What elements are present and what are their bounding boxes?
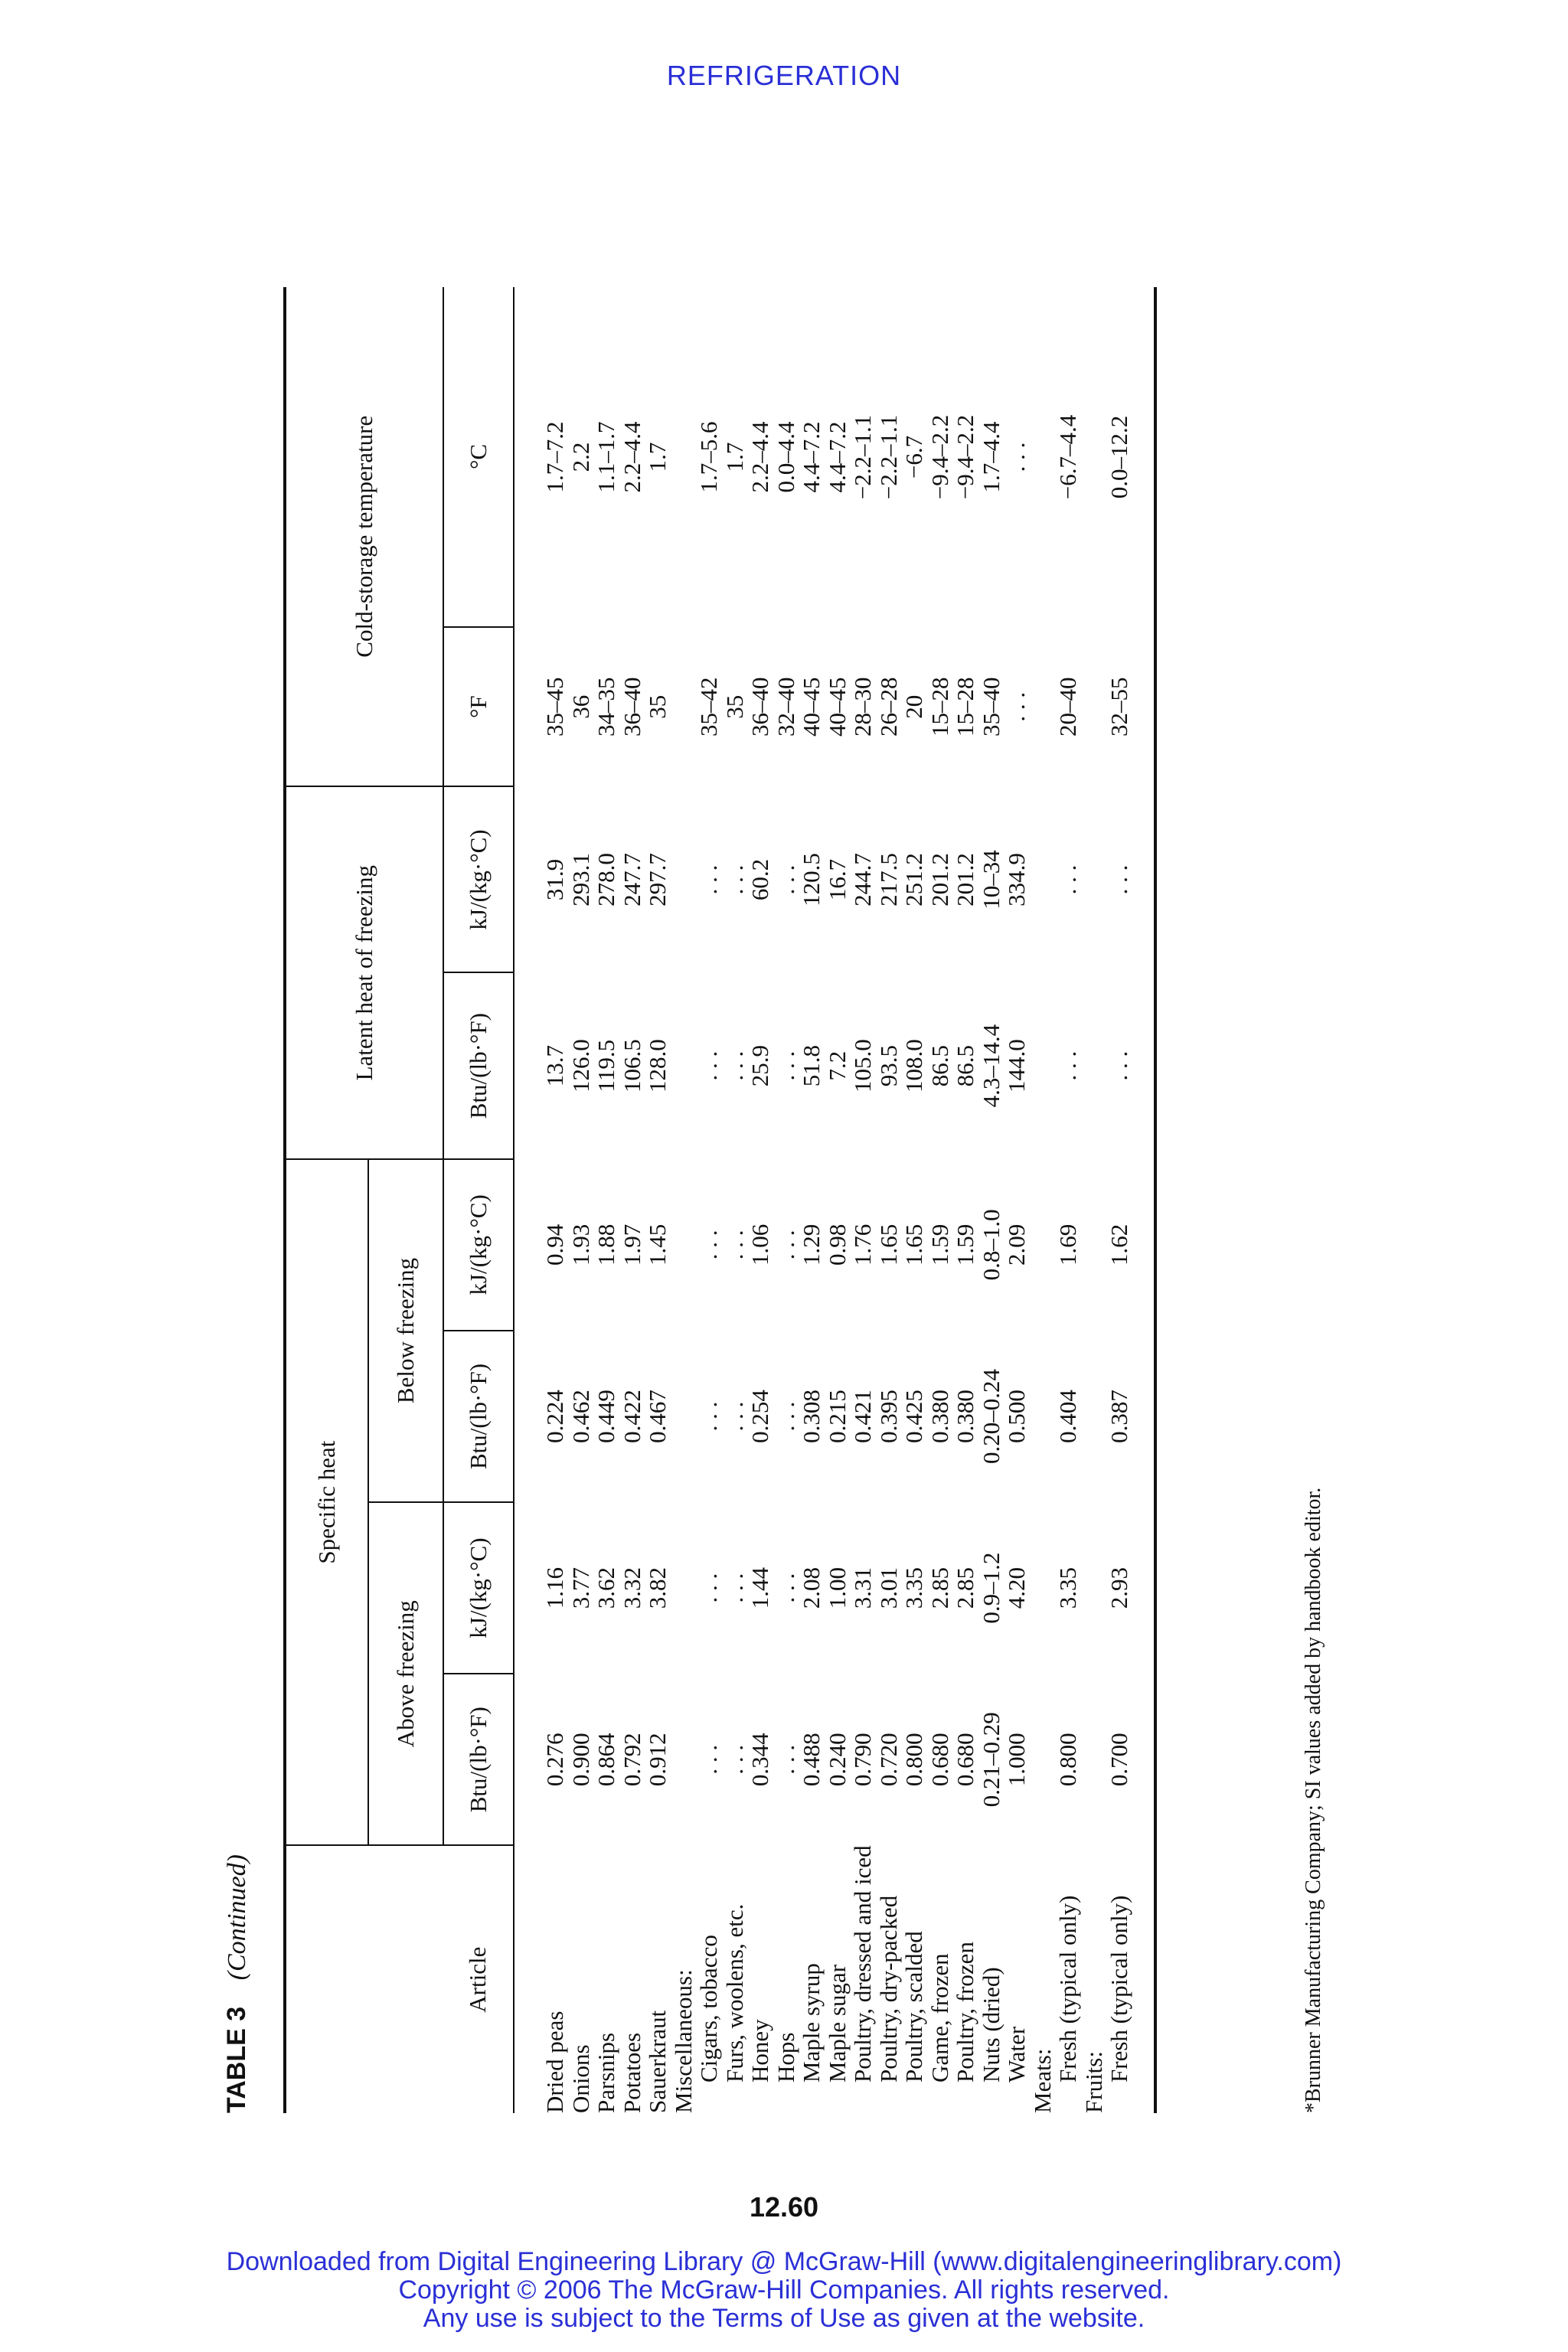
cs-c-cell: 4.4–7.2: [823, 421, 851, 493]
lh-btu-cell: 93.5: [874, 1045, 902, 1087]
lh-btu-cell: . . .: [772, 1050, 799, 1081]
lh-kj-cell: 247.7: [618, 853, 645, 906]
table-row: [593, 287, 619, 2113]
cs-f-cell: [1030, 627, 1056, 787]
cs-f-cell: 20: [900, 694, 927, 719]
af-kj-cell: 2.85: [952, 1566, 978, 1609]
article-cell: Honey: [746, 2019, 773, 2082]
lh-btu-cell: 4.3–14.4: [977, 1024, 1004, 1108]
cs-c-cell: 1.7: [720, 442, 748, 472]
af-kj-cell: 2.85: [926, 1566, 953, 1609]
table-row: [619, 287, 645, 2113]
table-row: [901, 287, 927, 2113]
lh-btu-cell: 128.0: [644, 1039, 671, 1093]
af-btu-cell: 0.792: [618, 1733, 645, 1787]
bf-kj-cell: 1.59: [952, 1223, 978, 1266]
bf-btu-cell: 0.395: [874, 1390, 902, 1443]
table-row: [952, 287, 978, 2113]
article-cell: Maple sugar: [823, 1964, 851, 2082]
bf-btu-cell: 0.254: [746, 1390, 773, 1443]
lh-btu-cell: . . .: [695, 1050, 722, 1081]
lh-btu-cell: [671, 972, 697, 1158]
lh-kj-cell: 251.2: [900, 853, 927, 906]
table-caption: [222, 1854, 252, 2113]
cs-c-cell: −2.2–1.1: [874, 414, 902, 500]
cs-c-cell: −6.7: [900, 435, 927, 479]
article-cell: Sauerkraut: [644, 2010, 671, 2113]
lh-btu-cell: 144.0: [1003, 1039, 1030, 1093]
lh-kj-cell: 297.7: [644, 853, 671, 906]
article-cell: Meats:: [1028, 2048, 1056, 2113]
table-row: [1004, 287, 1030, 2113]
bf-kj-cell: [671, 1159, 697, 1331]
af-kj-cell: 1.16: [514, 1502, 568, 1674]
af-btu-cell: 0.700: [1106, 1674, 1155, 1845]
bf-btu-cell: 0.404: [1054, 1390, 1081, 1443]
bf-btu-cell: 0.467: [644, 1390, 671, 1443]
af-btu-cell: 0.240: [823, 1733, 851, 1787]
cs-f-cell: 40–45: [823, 677, 851, 737]
af-btu-cell: . . .: [720, 1744, 748, 1775]
af-btu-cell: [1081, 1674, 1107, 1845]
table-row: [773, 287, 799, 2113]
af-kj-cell: . . .: [772, 1573, 799, 1603]
table-row: [825, 287, 851, 2113]
bf-btu-cell: [1081, 1331, 1107, 1502]
header-cold-storage: Cold-storage temperature: [285, 287, 443, 787]
bf-btu-cell: 0.500: [1003, 1390, 1030, 1443]
bf-btu-cell: . . .: [772, 1401, 799, 1432]
lh-btu-cell: [1081, 972, 1107, 1158]
af-kj-cell: 3.01: [874, 1566, 902, 1609]
bf-kj-cell: 0.94: [514, 1159, 568, 1331]
article-cell: Onions: [567, 2044, 594, 2113]
af-kj-cell: [671, 1502, 697, 1674]
bf-kj-cell: 1.65: [874, 1223, 902, 1266]
table-row: [1106, 287, 1155, 2113]
cs-f-cell: 32–40: [772, 677, 799, 737]
table-row: [514, 287, 568, 2113]
af-btu-cell: 0.720: [874, 1733, 902, 1787]
lh-btu-cell: 25.9: [746, 1045, 773, 1087]
lh-kj-cell: . . .: [772, 864, 799, 895]
article-cell: Fresh (typical only): [1106, 1845, 1155, 2113]
bf-kj-cell: 2.09: [1003, 1223, 1030, 1266]
table-row: [645, 287, 671, 2113]
bf-btu-cell: 0.422: [618, 1390, 645, 1443]
af-kj-cell: . . .: [720, 1573, 748, 1603]
table-row: [978, 287, 1004, 2113]
footer-line-2: Copyright © 2006 The McGraw-Hill Companies. All rights reserved.: [398, 2275, 1170, 2305]
af-kj-cell: 3.62: [593, 1566, 619, 1609]
article-cell: Hops: [772, 2032, 799, 2082]
af-btu-cell: 0.800: [900, 1733, 927, 1787]
lh-kj-cell: 201.2: [952, 853, 978, 906]
bf-btu-cell: [671, 1331, 697, 1502]
af-btu-cell: 0.680: [952, 1733, 978, 1787]
article-cell: Furs, woolens, etc.: [720, 1903, 748, 2082]
lh-kj-cell: 120.5: [798, 853, 825, 906]
table-row: [568, 287, 594, 2113]
lh-btu-cell: 51.8: [798, 1045, 825, 1087]
article-cell: Poultry, dressed and iced: [849, 1845, 876, 2082]
lh-kj-cell: . . .: [695, 864, 722, 895]
bf-kj-cell: 0.8–1.0: [977, 1209, 1004, 1281]
bf-btu-cell: 0.20–0.24: [977, 1368, 1004, 1464]
article-cell: Poultry, dry-packed: [874, 1895, 902, 2082]
article-cell: Potatoes: [618, 2032, 645, 2113]
bf-btu-cell: 0.387: [1106, 1331, 1155, 1502]
header-bf-btu: Btu/(lb·°F): [443, 1331, 514, 1502]
cs-f-cell: 35–45: [514, 627, 568, 787]
lh-kj-cell: 334.9: [1003, 853, 1030, 906]
article-cell: Dried peas: [514, 1845, 568, 2113]
bf-kj-cell: 1.97: [618, 1223, 645, 1266]
table-row: [671, 287, 697, 2113]
lh-kj-cell: 217.5: [874, 853, 902, 906]
table-body: [514, 287, 1155, 2113]
lh-kj-cell: 60.2: [746, 858, 773, 901]
table-row: [1081, 287, 1107, 2113]
cs-f-cell: 28–30: [849, 677, 876, 737]
lh-kj-cell: 278.0: [593, 853, 619, 906]
bf-kj-cell: 1.76: [849, 1223, 876, 1266]
bf-btu-cell: 0.449: [593, 1390, 619, 1443]
article-cell: Game, frozen: [926, 1953, 953, 2082]
af-btu-cell: 0.488: [798, 1733, 825, 1787]
cs-c-cell: 2.2–4.4: [746, 421, 773, 493]
bf-btu-cell: [1030, 1331, 1056, 1502]
header-af-kj: kJ/(kg·°C): [443, 1502, 514, 1674]
af-btu-cell: 0.680: [926, 1733, 953, 1787]
table-row: [799, 287, 825, 2113]
cs-c-cell: 0.0–12.2: [1106, 287, 1155, 627]
lh-kj-cell: . . .: [1054, 864, 1081, 895]
header-bf-kj: kJ/(kg·°C): [443, 1159, 514, 1331]
af-btu-cell: 0.344: [746, 1733, 773, 1787]
bf-kj-cell: 1.59: [926, 1223, 953, 1266]
article-cell: Water: [1003, 2026, 1030, 2082]
cs-c-cell: 1.7–5.6: [695, 421, 722, 493]
lh-btu-cell: 119.5: [593, 1039, 619, 1093]
lh-kj-cell: 201.2: [926, 853, 953, 906]
bf-kj-cell: . . .: [720, 1230, 748, 1260]
bf-kj-cell: . . .: [772, 1230, 799, 1260]
af-kj-cell: 1.44: [746, 1566, 773, 1609]
header-specific-heat: Specific heat: [285, 1159, 368, 1846]
table-row: [1030, 287, 1056, 2113]
af-btu-cell: 0.21–0.29: [977, 1712, 1004, 1808]
cs-f-cell: 35–40: [977, 677, 1004, 737]
rotated-table-page: [222, 153, 1348, 2113]
bf-btu-cell: . . .: [720, 1401, 748, 1432]
af-kj-cell: [1030, 1502, 1056, 1674]
lh-kj-cell: 244.7: [849, 853, 876, 906]
table-row: [696, 287, 722, 2113]
footer-line-3: Any use is subject to the Terms of Use as given at the website.: [423, 2304, 1145, 2333]
lh-kj-cell: 31.9: [514, 787, 568, 973]
bf-btu-cell: 0.425: [900, 1390, 927, 1443]
page-number: 12.60: [749, 2191, 819, 2223]
af-btu-cell: 0.912: [644, 1733, 671, 1787]
download-footer: [0, 2248, 1568, 2333]
cs-f-cell: 40–45: [798, 677, 825, 737]
lh-kj-cell: 293.1: [567, 853, 594, 906]
lh-btu-cell: [1030, 972, 1056, 1158]
running-head: REFRIGERATION: [666, 60, 902, 91]
af-kj-cell: 3.35: [1054, 1566, 1081, 1609]
lh-btu-cell: . . .: [1106, 972, 1155, 1158]
cs-c-cell: 1.7–4.4: [977, 421, 1004, 493]
af-btu-cell: 0.790: [849, 1733, 876, 1787]
cs-c-cell: [1081, 287, 1107, 627]
af-kj-cell: 3.35: [900, 1566, 927, 1609]
af-kj-cell: 3.82: [644, 1566, 671, 1609]
cs-c-cell: . . .: [1003, 442, 1030, 472]
bf-btu-cell: 0.380: [926, 1390, 953, 1443]
bf-kj-cell: 1.88: [593, 1223, 619, 1266]
lh-kj-cell: [671, 787, 697, 973]
bf-btu-cell: 0.308: [798, 1390, 825, 1443]
cs-c-cell: −2.2–1.1: [849, 414, 876, 500]
lh-btu-cell: 7.2: [823, 1050, 851, 1081]
lh-btu-cell: . . .: [1054, 1050, 1081, 1081]
table-row: [927, 287, 953, 2113]
bf-kj-cell: 1.62: [1106, 1159, 1155, 1331]
article-cell: Fresh (typical only): [1054, 1895, 1081, 2082]
header-below-freezing: Below freezing: [368, 1159, 443, 1502]
cs-f-cell: 36: [567, 694, 594, 719]
af-btu-cell: 0.800: [1054, 1733, 1081, 1787]
bf-btu-cell: 0.421: [849, 1390, 876, 1443]
cs-c-cell: 2.2: [567, 442, 594, 472]
header-above-freezing: Above freezing: [368, 1502, 443, 1845]
table-row: [1055, 287, 1081, 2113]
bf-kj-cell: 1.29: [798, 1223, 825, 1266]
cs-f-cell: 34–35: [593, 677, 619, 737]
cs-f-cell: 20–40: [1054, 677, 1081, 737]
cs-f-cell: . . .: [1003, 691, 1030, 722]
table-row: [722, 287, 748, 2113]
cs-c-cell: 1.7: [644, 442, 671, 472]
table-row: [747, 287, 773, 2113]
header-af-btu: Btu/(lb·°F): [443, 1674, 514, 1845]
af-kj-cell: 3.31: [849, 1566, 876, 1609]
article-cell: Nuts (dried): [977, 1967, 1004, 2082]
header-lh-btu: Btu/(lb·°F): [443, 972, 514, 1158]
cs-f-cell: 15–28: [926, 677, 953, 737]
cs-c-cell: 1.1–1.7: [593, 421, 619, 493]
bf-btu-cell: 0.215: [823, 1390, 851, 1443]
lh-btu-cell: 106.5: [618, 1039, 645, 1093]
af-kj-cell: . . .: [695, 1573, 722, 1603]
cs-f-cell: 15–28: [952, 677, 978, 737]
bf-kj-cell: [1030, 1159, 1056, 1331]
cs-f-cell: 36–40: [746, 677, 773, 737]
af-btu-cell: . . .: [772, 1744, 799, 1775]
cs-c-cell: 1.7–7.2: [514, 287, 568, 627]
header-lh-kj: kJ/(kg·°C): [443, 787, 514, 973]
table-label: TABLE 3: [222, 2006, 251, 2113]
af-kj-cell: 2.08: [798, 1566, 825, 1609]
lh-btu-cell: 126.0: [567, 1039, 594, 1093]
lh-btu-cell: 86.5: [952, 1045, 978, 1087]
lh-kj-cell: [1030, 787, 1056, 973]
data-table: [283, 287, 1157, 2113]
article-cell: Cigars, tobacco: [695, 1935, 722, 2082]
af-btu-cell: 1.000: [1003, 1733, 1030, 1787]
bf-btu-cell: 0.462: [567, 1390, 594, 1443]
lh-kj-cell: . . .: [1106, 787, 1155, 973]
cs-c-cell: −9.4–2.2: [952, 414, 978, 500]
af-btu-cell: . . .: [695, 1744, 722, 1775]
table-footnote: *Brunner Manufacturing Company; SI values added by handbook editor.: [1302, 1487, 1325, 2113]
af-kj-cell: [1081, 1502, 1107, 1674]
cs-f-cell: 35: [720, 694, 748, 719]
af-kj-cell: 3.32: [618, 1566, 645, 1609]
cs-f-cell: 26–28: [874, 677, 902, 737]
af-kj-cell: 0.9–1.2: [977, 1552, 1004, 1624]
footer-line-1[interactable]: Downloaded from Digital Engineering Library @ McGraw-Hill (www.digitalengineeringlibrary.com): [226, 2247, 1342, 2276]
article-cell: Poultry, frozen: [952, 1942, 978, 2082]
af-btu-cell: 0.900: [567, 1733, 594, 1787]
af-kj-cell: 4.20: [1003, 1566, 1030, 1609]
cs-c-cell: 0.0–4.4: [772, 421, 799, 493]
lh-btu-cell: 108.0: [900, 1039, 927, 1093]
bf-kj-cell: 1.45: [644, 1223, 671, 1266]
af-kj-cell: 2.93: [1106, 1502, 1155, 1674]
af-btu-cell: 0.864: [593, 1733, 619, 1787]
bf-kj-cell: 1.65: [900, 1223, 927, 1266]
bf-kj-cell: 1.69: [1054, 1223, 1081, 1266]
cs-c-cell: [671, 287, 697, 627]
lh-btu-cell: 13.7: [514, 972, 568, 1158]
af-kj-cell: 1.00: [823, 1566, 851, 1609]
table-continued: (Continued): [223, 1854, 251, 1981]
cs-c-cell: 4.4–7.2: [798, 421, 825, 493]
bf-kj-cell: . . .: [695, 1230, 722, 1260]
article-cell: Fruits:: [1080, 2051, 1107, 2113]
cs-c-cell: −9.4–2.2: [926, 414, 953, 500]
header-cs-f: °F: [443, 627, 514, 787]
bf-btu-cell: 0.224: [514, 1331, 568, 1502]
article-cell: Parsnips: [593, 2032, 619, 2113]
table-row: [876, 287, 902, 2113]
lh-btu-cell: 86.5: [926, 1045, 953, 1087]
cs-c-cell: [1030, 287, 1056, 627]
header-cs-c: °C: [443, 287, 514, 627]
af-btu-cell: [1030, 1674, 1056, 1845]
cs-f-cell: [1081, 627, 1107, 787]
bf-kj-cell: [1081, 1159, 1107, 1331]
af-btu-cell: 0.276: [514, 1674, 568, 1845]
lh-kj-cell: 16.7: [823, 858, 851, 901]
bf-btu-cell: 0.380: [952, 1390, 978, 1443]
header-article: Article: [285, 1845, 514, 2113]
table-row: [850, 287, 876, 2113]
cs-f-cell: 35–42: [695, 677, 722, 737]
bf-kj-cell: 0.98: [823, 1223, 851, 1266]
af-btu-cell: [671, 1674, 697, 1845]
article-cell: Miscellaneous:: [669, 1969, 697, 2113]
cs-c-cell: −6.7–4.4: [1054, 414, 1081, 500]
lh-btu-cell: . . .: [720, 1050, 748, 1081]
cs-f-cell: 32–55: [1106, 627, 1155, 787]
lh-btu-cell: 105.0: [849, 1039, 876, 1093]
article-cell: Maple syrup: [798, 1963, 825, 2082]
header-latent-heat: Latent heat of freezing: [285, 787, 443, 1159]
bf-btu-cell: . . .: [695, 1401, 722, 1432]
af-kj-cell: 3.77: [567, 1566, 594, 1609]
article-cell: Poultry, scalded: [900, 1931, 927, 2082]
cs-f-cell: 36–40: [618, 677, 645, 737]
bf-kj-cell: 1.06: [746, 1223, 773, 1266]
cs-f-cell: 35: [644, 694, 671, 719]
lh-kj-cell: . . .: [720, 864, 748, 895]
lh-kj-cell: 10–34: [977, 850, 1004, 910]
lh-kj-cell: [1081, 787, 1107, 973]
bf-kj-cell: 1.93: [567, 1223, 594, 1266]
cs-c-cell: 2.2–4.4: [618, 421, 645, 493]
cs-f-cell: [671, 627, 697, 787]
